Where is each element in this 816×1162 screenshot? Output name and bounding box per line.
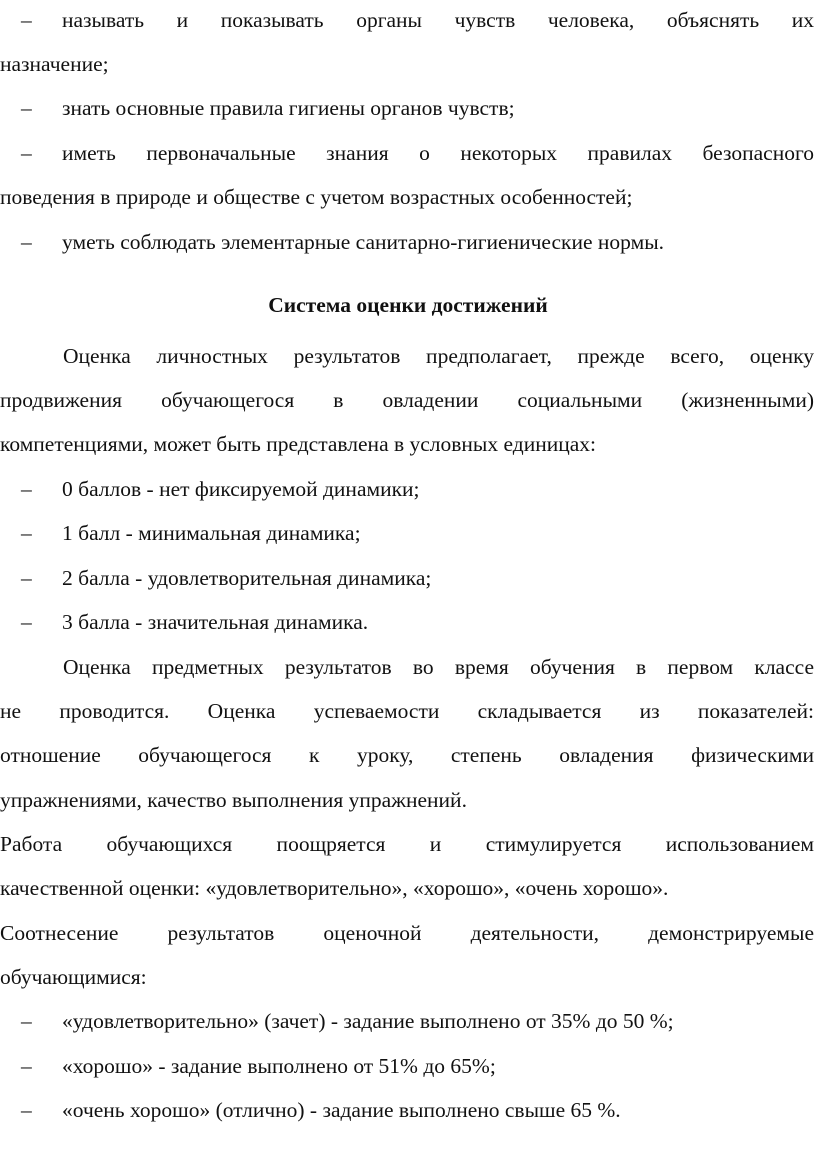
paragraph-line [0,918,816,948]
paragraph-line [0,341,816,371]
list-item [0,138,816,168]
dash-marker: – [21,96,32,120]
list-item-text: 0 баллов - нет фиксируемой динамики; [62,477,420,501]
list-item-text: уметь соблюдать элементарные санитарно-гигиенические нормы. [62,230,665,254]
list-item-text: «хорошо» - задание выполнено от 51% до 65%; [62,1054,496,1078]
list-item [0,227,816,257]
paragraph-line [0,652,816,682]
paragraph-line [0,962,816,992]
paragraph-text: компетенциями, может быть представлена в условных единицах: [0,432,596,456]
paragraph-text: Работа обучающихся поощряется и стимулируется использованием [0,832,814,856]
list-item-text: 3 балла - значительная динамика. [62,610,369,634]
list-item [0,607,816,637]
list-item [0,93,816,123]
list-item [0,5,816,35]
paragraph-line [0,385,816,415]
list-item-text: «очень хорошо» (отлично) - задание выполнено свыше 65 %. [62,1098,621,1122]
dash-marker: – [21,1009,32,1033]
paragraph-text: не проводится. Оценка успеваемости складывается из показателей: [0,699,814,723]
list-item-text: иметь первоначальные знания о некоторых правилах безопасного [62,141,814,165]
paragraph-text: обучающимися: [0,965,147,989]
dash-marker: – [21,230,32,254]
dash-marker: – [21,477,32,501]
list-item [0,1051,816,1081]
paragraph-line [0,696,816,726]
section-heading: Система оценки достижений [268,293,548,317]
list-item-text: назначение; [0,52,109,76]
dash-marker: – [21,566,32,590]
dash-marker: – [21,1098,32,1122]
paragraph-text: отношение обучающегося к уроку, степень овладения физическими [0,743,814,767]
dash-marker: – [21,1054,32,1078]
paragraph-text: продвижения обучающегося в овладении социальными (жизненными) [0,388,814,412]
paragraph-line [0,429,816,459]
list-item-text: называть и показывать органы чувств человека, объяснять их [62,8,814,32]
paragraph-line [0,785,816,815]
list-item-continuation [0,49,816,79]
list-item-text: знать основные правила гигиены органов чувств; [62,96,515,120]
paragraph-line [0,740,816,770]
dash-marker: – [21,8,32,32]
paragraph-line [0,873,816,903]
list-item-text: 2 балла - удовлетворительная динамика; [62,566,432,590]
list-item-text: поведения в природе и обществе с учетом возрастных особенностей; [0,185,633,209]
paragraph-text: Оценка предметных результатов во время обучения в первом классе [63,655,814,679]
paragraph-text: Соотнесение результатов оценочной деятельности, демонстрируемые [0,921,814,945]
list-item [0,518,816,548]
list-item [0,474,816,504]
list-item [0,1006,816,1036]
list-item-text: 1 балл - минимальная динамика; [62,521,361,545]
list-item [0,563,816,593]
list-item-continuation [0,182,816,212]
dash-marker: – [21,610,32,634]
list-item [0,1095,816,1125]
paragraph-line [0,829,816,859]
paragraph-text: Оценка личностных результатов предполагает, прежде всего, оценку [63,344,814,368]
list-item-text: «удовлетворительно» (зачет) - задание выполнено от 35% до 50 %; [62,1009,674,1033]
paragraph-text: качественной оценки: «удовлетворительно», «хорошо», «очень хорошо». [0,876,669,900]
dash-marker: – [21,141,32,165]
dash-marker: – [21,521,32,545]
paragraph-text: упражнениями, качество выполнения упражнений. [0,788,467,812]
